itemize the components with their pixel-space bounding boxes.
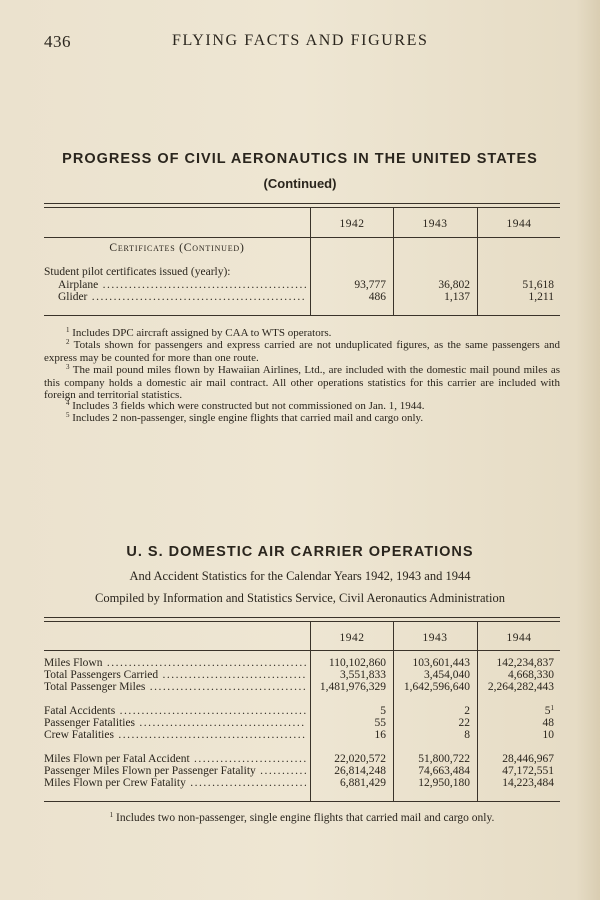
value-1942: 6,881,429 — [340, 777, 386, 789]
value-1943: 2 — [464, 705, 470, 717]
value-1943: 103,601,443 — [412, 657, 470, 669]
value-1943: 22 — [458, 717, 470, 729]
value-1943: 1,642,596,640 — [403, 681, 470, 693]
value-1943: 3,454,040 — [424, 669, 470, 681]
value-1944: 47,172,551 — [502, 765, 554, 777]
table1-year-1943: 1943 — [422, 218, 448, 230]
value-1942: 22,020,572 — [334, 753, 386, 765]
table-row — [44, 279, 560, 291]
value-1942: 110,102,860 — [328, 657, 386, 669]
table2-bottom-rule — [44, 801, 560, 802]
row-label: Airplane ..... — [58, 279, 306, 291]
table1-note: $^4$ Includes 3 fields which were constructed but not commissioned on Jan. 1, 1944. — [66, 399, 425, 412]
value-1942: 55 — [374, 717, 386, 729]
row-label: Miles Flown per Crew Fatality ..... — [44, 777, 306, 789]
value-1943: 1,137 — [444, 291, 470, 303]
value-1942: 26,814,248 — [334, 765, 386, 777]
table1-top-rule-2 — [44, 207, 560, 208]
value-1943: 36,802 — [438, 279, 470, 291]
row-label: Total Passengers Carried ..... — [44, 669, 306, 681]
value-1943: 12,950,180 — [418, 777, 470, 789]
value-1944: 14,223,484 — [502, 777, 554, 789]
table1-year-1942: 1942 — [339, 218, 365, 230]
table2-top-rule — [44, 617, 560, 618]
row-label: Glider ..... — [58, 291, 306, 303]
running-title: FLYING FACTS AND FIGURES — [172, 32, 429, 49]
row-label: Miles Flown ..... — [44, 657, 306, 669]
value-1944: 48 — [542, 717, 554, 729]
table1-note: $^1$ Includes DPC aircraft assigned by CAA to WTS operators. — [66, 326, 332, 339]
value-1944: 28,446,967 — [502, 753, 554, 765]
value-1944: 51,618 — [522, 279, 554, 291]
value-1942: 1,481,976,329 — [319, 681, 386, 693]
table1-subtitle: (Continued) — [263, 176, 337, 191]
running-head — [44, 32, 564, 56]
value-1942: 16 — [374, 729, 386, 741]
value-1944: 142,234,837 — [496, 657, 554, 669]
table2-year-1942: 1942 — [339, 632, 365, 644]
page-number: 436 — [44, 32, 71, 51]
table2-caption: And Accident Statistics for the Calendar Years 1942, 1943 and 1944 — [129, 569, 471, 583]
table2-title: U. S. DOMESTIC AIR CARRIER OPERATIONS — [126, 544, 474, 560]
value-1943: 8 — [464, 729, 470, 741]
table1-year-1944: 1944 — [506, 218, 532, 230]
table1-group-label: Student pilot certificates issued (yearly): — [44, 266, 231, 278]
table1-note: $^2$ Totals shown for passengers and express carried are not unduplicated figures, as the same passengers and express may be counted for more than one route. — [44, 338, 560, 364]
table2-source: Compiled by Information and Statistics Service, Civil Aeronautics Administration — [94, 591, 506, 605]
table1-note: $^5$ Includes 2 non-passenger, single engine flights that carried mail and cargo only. — [66, 411, 424, 424]
table2-year-1944: 1944 — [506, 632, 532, 644]
row-label: Fatal Accidents ..... — [44, 705, 306, 717]
table-row — [44, 777, 560, 789]
table2-top-rule-2 — [44, 621, 560, 622]
value-1944: 2,264,282,443 — [487, 681, 554, 693]
value-1944: $5^1$ — [544, 704, 554, 717]
table1-top-rule — [44, 203, 560, 204]
value-1943: 74,663,484 — [418, 765, 470, 777]
table1-header-rule — [44, 237, 560, 238]
table-row — [44, 669, 560, 681]
table-row — [44, 717, 560, 729]
table1-group-row — [44, 266, 560, 278]
table-row — [44, 729, 560, 741]
table-row — [44, 657, 560, 669]
row-label: Passenger Miles Flown per Passenger Fatality ..... — [44, 765, 306, 777]
row-label: Crew Fatalities ..... — [44, 729, 306, 741]
table1-bottom-rule — [44, 315, 560, 316]
table-row — [44, 765, 560, 777]
row-label: Miles Flown per Fatal Accident ..... — [44, 753, 306, 765]
value-1944: 10 — [542, 729, 554, 741]
table-row — [44, 705, 560, 717]
footnote-mark: 1 — [550, 704, 554, 712]
table2-header-rule — [44, 650, 560, 651]
value-1942: 486 — [368, 291, 386, 303]
value-1943: 51,800,722 — [418, 753, 470, 765]
table1-note: $^3$ The mail pound miles flown by Hawaiian Airlines, Ltd., are included with the domestic mail pound miles as this company holds a domestic air mail contract. All other operations statistics for this carrier are included with foreign and territorial statistics. — [44, 363, 560, 401]
value-1942: 5 — [380, 705, 386, 717]
table1-title: PROGRESS OF CIVIL AERONAUTICS IN THE UNITED STATES — [62, 151, 538, 167]
value-1944: 1,211 — [528, 291, 554, 303]
table-row — [44, 291, 560, 303]
table1-section-label: Certificates (Continued) — [109, 242, 245, 254]
value-1944: 4,668,330 — [508, 669, 554, 681]
value-1942: 3,551,833 — [340, 669, 386, 681]
row-label: Total Passenger Miles ..... — [44, 681, 306, 693]
table-row — [44, 753, 560, 765]
table-row — [44, 681, 560, 693]
value-1942: 93,777 — [354, 279, 386, 291]
row-label: Passenger Fatalities ..... — [44, 717, 306, 729]
table2-year-1943: 1943 — [422, 632, 448, 644]
table2-footnote: $^1$ Includes two non-passenger, single engine flights that carried mail and cargo only. — [109, 811, 495, 824]
